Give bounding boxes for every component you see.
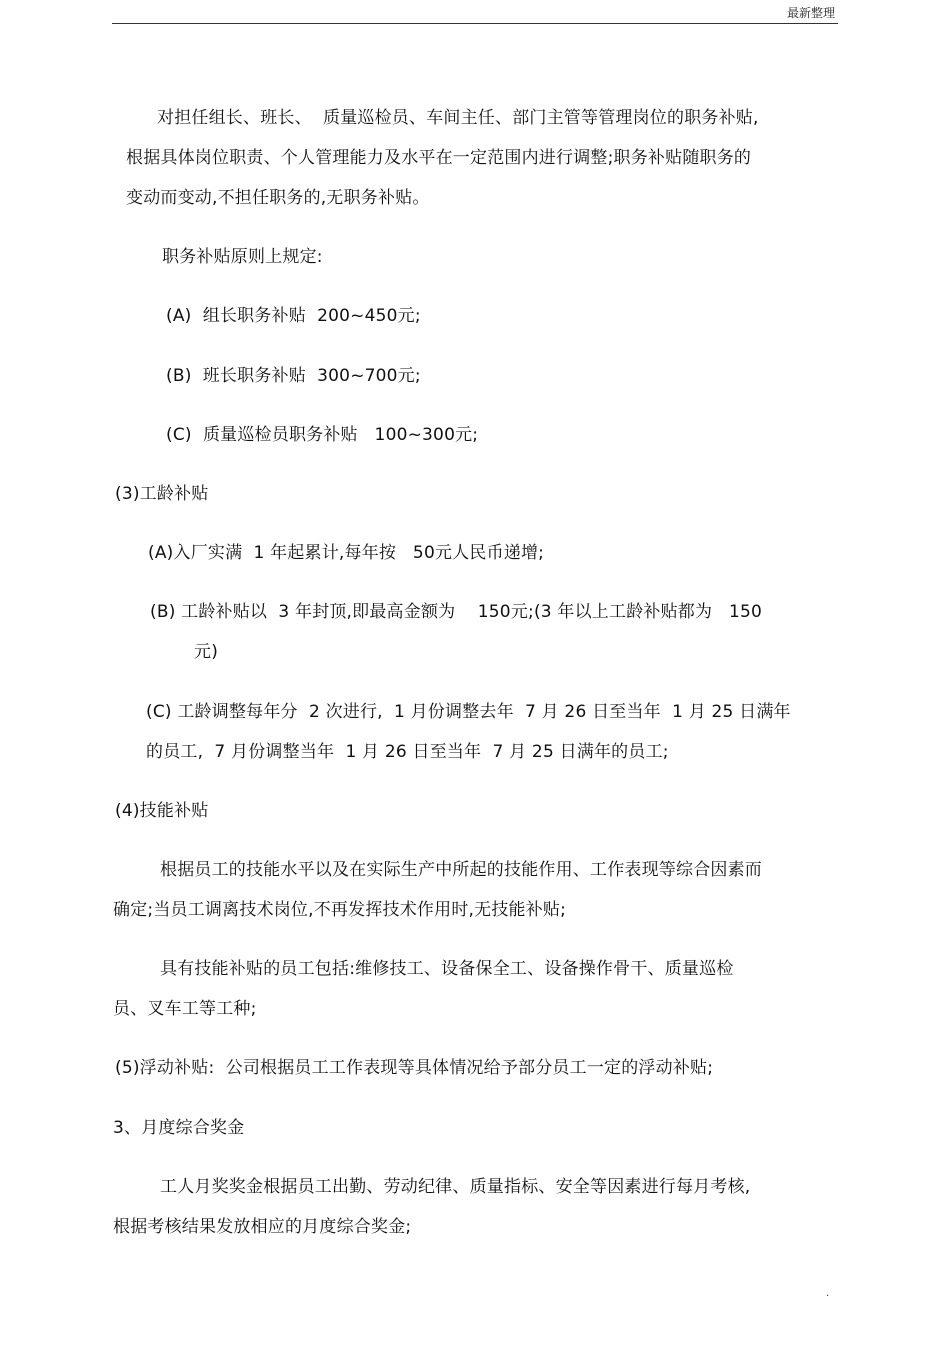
paragraph-line: 员、叉车工等工种;	[113, 999, 257, 1019]
list-item: (C) 质量巡检员职务补贴 100~300元;	[166, 425, 479, 445]
paragraph-line: 具有技能补贴的员工包括:维修技工、设备保全工、设备操作骨干、质量巡检	[160, 959, 734, 979]
list-item: (B) 班长职务补贴 300~700元;	[166, 366, 421, 386]
list-item: (A) 组长职务补贴 200~450元;	[166, 306, 421, 326]
list-item: (B) 工龄补贴以 3 年封顶,即最高金额为 150元;(3 年以上工龄补贴都为 150	[150, 602, 763, 622]
list-item: (A)入厂实满 1 年起累计,每年按 50元人民币递增;	[148, 543, 545, 563]
list-item-continuation: 元)	[194, 642, 219, 662]
list-item: (C) 工龄调整每年分 2 次进行, 1 月份调整去年 7 月 26 日至当年 1 月 25 日满年	[146, 702, 791, 722]
footer-mark: .	[826, 1288, 830, 1299]
section-heading: 3、月度综合奖金	[113, 1118, 245, 1138]
header-divider	[112, 23, 838, 24]
page-header-label: 最新整理	[786, 6, 835, 20]
paragraph-line: 根据具体岗位职责、个人管理能力及水平在一定范围内进行调整;职务补贴随职务的	[126, 148, 752, 168]
paragraph-line: 工人月奖奖金根据员工出勤、劳动纪律、质量指标、安全等因素进行每月考核,	[160, 1177, 751, 1197]
section-heading: (3)工龄补贴	[115, 484, 209, 504]
paragraph-line: 变动而变动,不担任职务的,无职务补贴。	[126, 188, 430, 208]
paragraph-line: 根据考核结果发放相应的月度综合奖金;	[113, 1217, 412, 1237]
paragraph-line: 对担任组长、班长、 质量巡检员、车间主任、部门主管等管理岗位的职务补贴,	[157, 108, 759, 128]
paragraph-line: 职务补贴原则上规定:	[162, 247, 323, 267]
paragraph-line: 根据员工的技能水平以及在实际生产中所起的技能作用、工作表现等综合因素而	[160, 860, 762, 880]
section-heading: (5)浮动补贴: 公司根据员工工作表现等具体情况给予部分员工一定的浮动补贴;	[115, 1058, 714, 1078]
list-item-continuation: 的员工, 7 月份调整当年 1 月 26 日至当年 7 月 25 日满年的员工;	[146, 742, 669, 762]
paragraph-line: 确定;当员工调离技术岗位,不再发挥技术作用时,无技能补贴;	[113, 900, 567, 920]
section-heading: (4)技能补贴	[115, 801, 209, 821]
